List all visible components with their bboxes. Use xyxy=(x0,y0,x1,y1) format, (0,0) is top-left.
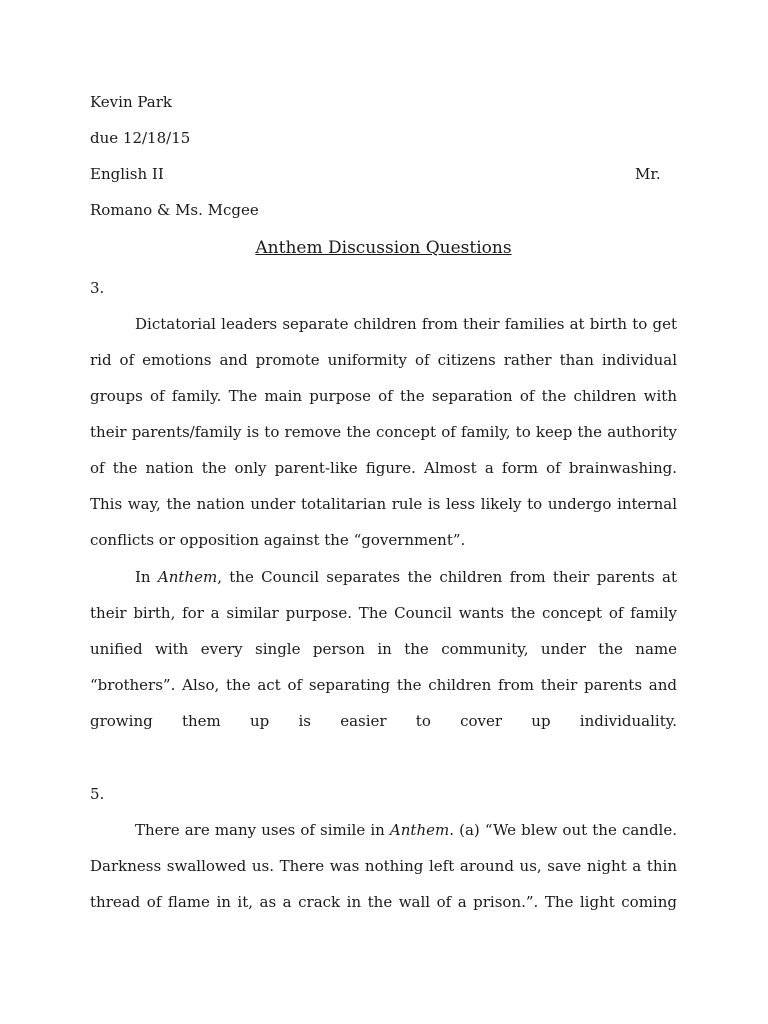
q5-p1-italic: Anthem xyxy=(389,821,450,839)
q3-p1-line-3: groups of family. The main purpose of the separation of the children with xyxy=(90,387,677,405)
q3-p2-line-3: unified with every single person in the community, under the name xyxy=(90,640,677,658)
q3-p1-line-6: This way, the nation under totalitarian rule is less likely to undergo internal xyxy=(90,495,677,513)
q5-p1-line-1 xyxy=(90,820,677,840)
q5-p1-line-3: thread of flame in it, as a crack in the wall of a prison.”. The light coming xyxy=(90,893,677,911)
q5-p1-pre: There are many uses of simile in xyxy=(135,821,390,839)
q3-p2-line-4: “brothers”. Also, the act of separating the children from their parents and xyxy=(90,676,677,694)
q3-p2-italic: Anthem xyxy=(157,568,218,586)
q3-p1-line-7: conflicts or opposition against the “government”. xyxy=(90,531,466,549)
q3-p2-line-2: their birth, for a similar purpose. The Council wants the concept of family xyxy=(90,604,677,622)
q3-p1-line-5: of the nation the only parent-like figure. Almost a form of brainwashing. xyxy=(90,459,677,477)
q3-p1-line-2: rid of emotions and promote uniformity of citizens rather than individual xyxy=(90,351,677,369)
q3-p2-line-5: growing them up is easier to cover up individuality. xyxy=(90,712,677,730)
author-name: Kevin Park xyxy=(90,93,173,111)
q3-p1-line-4: their parents/family is to remove the concept of family, to keep the authority xyxy=(90,423,677,441)
q3-p2-post: , the Council separates the children from their parents at xyxy=(217,568,677,586)
teacher-names: Romano & Ms. Mcgee xyxy=(90,201,259,219)
course-name: English II xyxy=(90,165,164,183)
q3-p2-line-1 xyxy=(90,567,677,587)
q5-p1-post: . (a) “We blew out the candle. xyxy=(449,821,677,839)
question-number-3: 3. xyxy=(90,279,105,297)
q3-p1-line-1: Dictatorial leaders separate children from their families at birth to get xyxy=(135,315,677,333)
q5-p1-line-2: Darkness swallowed us. There was nothing left around us, save night a thin xyxy=(90,857,677,875)
due-date: due 12/18/15 xyxy=(90,129,191,147)
document-title: Anthem Discussion Questions xyxy=(255,238,512,258)
teacher-prefix: Mr. xyxy=(635,165,661,183)
question-number-5: 5. xyxy=(90,785,105,803)
q3-p2-pre: In xyxy=(135,568,158,586)
